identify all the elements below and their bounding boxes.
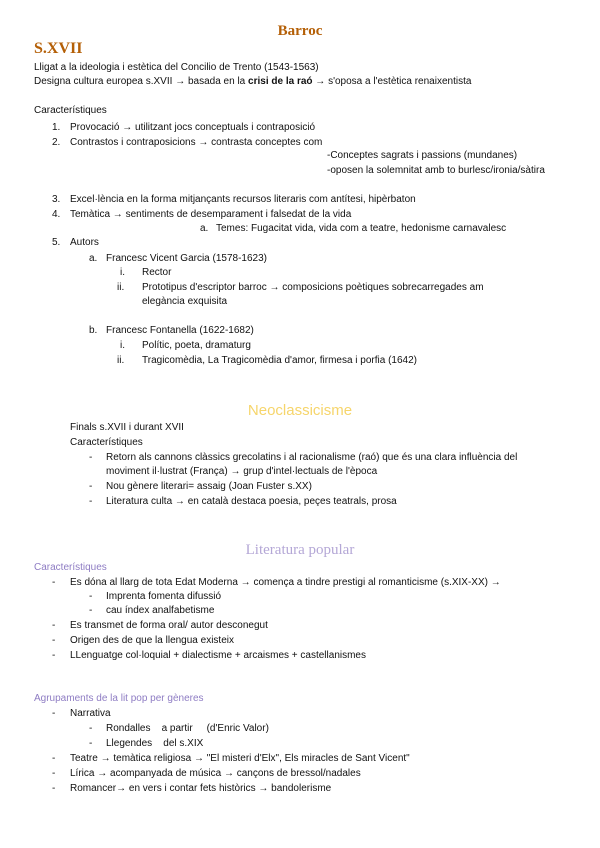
list-number: 1. <box>52 122 61 133</box>
barroc-item-2: Contrastos i contraposicions → contrasta conceptes com <box>70 137 323 148</box>
dash-bullet: - <box>89 452 93 463</box>
popular-group-1-sub-2: Llegendes del s.XIX <box>106 738 204 749</box>
neo-title: Neoclassicisme <box>247 402 353 419</box>
list-letter: b. <box>89 325 98 336</box>
dash-bullet: - <box>89 723 93 734</box>
popular-char-2: Es transmet de forma oral/ autor desconegut <box>70 620 268 631</box>
popular-char-3: Origen des de que la llengua existeix <box>70 635 234 646</box>
popular-char-1: Es dóna al llarg de tota Edat Moderna → comença a tindre prestigi al romanticisme (s.XIX-XX) → <box>70 577 501 588</box>
barroc-item-2-sub-1: -Conceptes sagrats i passions (mundanes) <box>327 150 518 161</box>
dash-bullet: - <box>89 481 93 492</box>
dash-bullet: - <box>52 620 56 631</box>
neo-line-1: Finals s.XVII i durant XVII <box>70 422 184 433</box>
popular-groups-heading: Agrupaments de la lit pop per gèneres <box>34 693 204 704</box>
list-letter: a. <box>89 253 98 264</box>
list-number: 5. <box>52 237 61 248</box>
dash-bullet: - <box>52 577 56 588</box>
dash-bullet: - <box>89 605 93 616</box>
popular-char-4: LLenguatge col·loquial + dialectisme + arcaismes + castellanismes <box>70 650 366 661</box>
list-roman: ii. <box>117 282 125 293</box>
dash-bullet: - <box>52 783 56 794</box>
neo-bullet-1-line-2: moviment il·lustrat (França) → grup d'intel·lectuals de l'època <box>106 466 378 477</box>
dash-bullet: - <box>89 496 93 507</box>
list-number: 2. <box>52 137 61 148</box>
list-roman: ii. <box>117 355 125 366</box>
dash-bullet: - <box>52 650 56 661</box>
neo-bullet-3: Literatura culta → en català destaca poesia, peçes teatrals, prosa <box>106 496 397 507</box>
author-b-ii: Tragicomèdia, La Tragicomèdia d'amor, firmesa i porfia (1642) <box>142 355 417 366</box>
dash-bullet: - <box>52 708 56 719</box>
popular-char-heading: Característiques <box>34 562 107 573</box>
popular-group-1: Narrativa <box>70 708 111 719</box>
barroc-item-4: Temàtica → sentiments de desemparament i falsedat de la vida <box>70 209 352 220</box>
barroc-intro-2 <box>34 75 471 88</box>
barroc-item-2-sub-2: -oposen la solemnitat amb to burlesc/ironia/sàtira <box>327 165 545 176</box>
list-number: 3. <box>52 194 61 205</box>
list-roman: i. <box>120 340 125 351</box>
intro-2-text-c: → s'oposa a l'estètica renaixentista <box>312 76 472 87</box>
barroc-item-4a: Temes: Fugacitat vida, vida com a teatre, hedonisme carnavalesc <box>216 223 507 234</box>
list-number: 4. <box>52 209 61 220</box>
barroc-item-5: Autors <box>70 237 99 248</box>
neo-char-heading: Característiques <box>70 437 143 448</box>
popular-group-3: Lírica → acompanyada de música → cançons de bressol/nadales <box>70 768 361 779</box>
intro-2-text-a: Designa cultura europea s.XVII → basada en la <box>34 76 249 87</box>
barroc-char-heading: Característiques <box>34 105 107 116</box>
section-s-xvii: S.XVII <box>34 40 83 57</box>
author-a-ii-line-2: elegància exquisita <box>142 296 228 307</box>
author-a-ii-line-1: Prototipus d'escriptor barroc → composicions poètiques sobrecarregades am <box>142 282 484 293</box>
dash-bullet: - <box>52 635 56 646</box>
list-letter: a. <box>200 223 209 234</box>
dash-bullet: - <box>89 591 93 602</box>
dash-bullet: - <box>52 768 56 779</box>
dash-bullet: - <box>89 738 93 749</box>
dash-bullet: - <box>52 753 56 764</box>
popular-title: Literatura popular <box>245 542 355 558</box>
popular-group-4: Romancer→ en vers i contar fets històrics → bandolerisme <box>70 783 332 794</box>
barroc-item-1: Provocació → utilitzant jocs conceptuals i contraposició <box>70 122 316 133</box>
popular-char-1-sub-2: cau índex analfabetisme <box>106 605 215 616</box>
popular-group-2: Teatre → temàtica religiosa → "El misteri d'Elx", Els miracles de Sant Vicent" <box>70 753 410 764</box>
neo-bullet-1-line-1: Retorn als cannons clàssics grecolatins i al racionalisme (raó) que és una clara influència del <box>106 452 518 463</box>
barroc-item-3: Excel·lència en la forma mitjançants recursos literaris com antítesi, hipèrbaton <box>70 194 416 205</box>
author-b: Francesc Fontanella (1622-1682) <box>106 325 254 336</box>
barroc-intro-1: Lligat a la ideologia i estètica del Concilio de Trento (1543-1563) <box>34 62 319 73</box>
barroc-title: Barroc <box>277 23 323 39</box>
list-roman: i. <box>120 267 125 278</box>
author-a-i: Rector <box>142 267 172 278</box>
author-a: Francesc Vicent Garcia (1578-1623) <box>106 253 268 264</box>
neo-bullet-2: Nou gènere literari= assaig (Joan Fuster s.XX) <box>106 481 312 492</box>
popular-char-1-sub-1: Imprenta fomenta difussió <box>106 591 222 602</box>
popular-group-1-sub-1: Rondalles a partir (d'Enric Valor) <box>106 723 269 734</box>
intro-2-bold: crisi de la raó <box>248 76 313 87</box>
author-b-i: Polític, poeta, dramaturg <box>142 340 251 351</box>
